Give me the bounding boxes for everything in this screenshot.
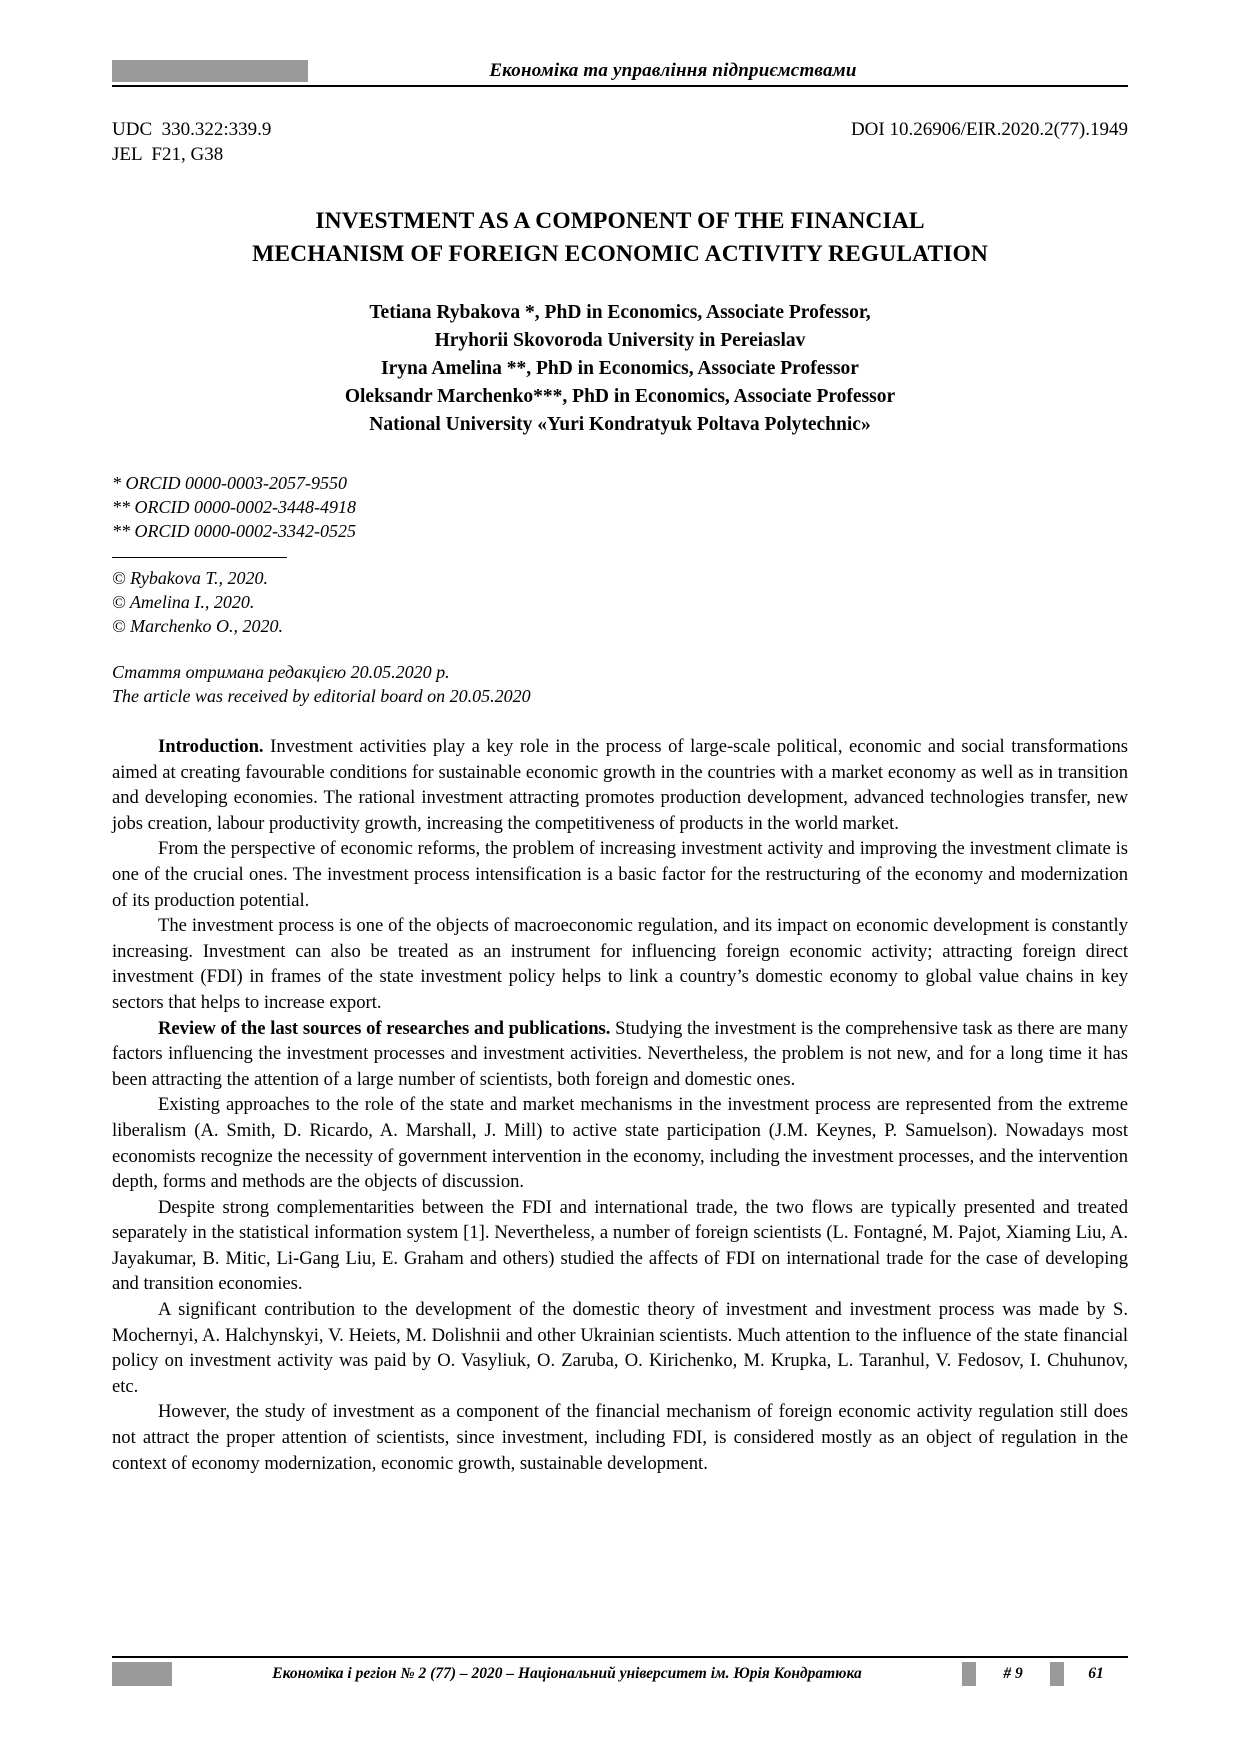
footer-decor-block	[112, 1662, 172, 1686]
paragraph	[112, 1092, 1128, 1194]
paragraph	[112, 1016, 1128, 1093]
paragraph-text: From the perspective of economic reforms, the problem of increasing investment activity and improving the investment climate is one of the crucial ones. The investment process intensification is a basic factor for the restructuring of the economy and modernization of its production potential.	[112, 838, 1128, 911]
author-affiliation: Hryhorii Skovoroda University in Pereiaslav	[434, 330, 806, 351]
article-title-line-2: MECHANISM OF FOREIGN ECONOMIC ACTIVITY REGULATION	[252, 241, 988, 267]
classification-codes	[112, 117, 1128, 167]
paragraph	[112, 836, 1128, 913]
udc-jel-block	[112, 117, 271, 167]
copyright-line: © Rybakova T., 2020.	[112, 568, 268, 588]
copyright-block	[112, 566, 1128, 638]
copyright-line: © Amelina I., 2020.	[112, 592, 255, 612]
running-header-title: Економіка та управління підприємствами	[489, 60, 857, 81]
author-block	[112, 299, 1128, 439]
paragraph-text: A significant contribution to the development of the domestic theory of investment and investment process was made by S. Mochernyi, A. Halchynskyi, V. Heiets, M. Dolishnii and other Ukrainian scientists. Much attention to the influence of the state financial policy on investment activity was paid by O. Vasyliuk, O. Zaruba, O. Kirichenko, M. Krupka, L. Taranhul, V. Fedosov, I. Chuhunov, etc.	[112, 1299, 1128, 1397]
author-line: Oleksandr Marchenko***, PhD in Economics, Associate Professor	[344, 386, 896, 407]
paragraph-text: Existing approaches to the role of the state and market mechanisms in the investment process are represented from the extreme liberalism (A. Smith, D. Ricardo, A. Marshall, J. Mill) to active state participation (J.M. Keynes, P. Samuelson). Nowadays most economists recognize the necessity of government intervention in the economy, including the investment processes, and the intervention depth, forms and methods are the objects of discussion.	[112, 1094, 1128, 1193]
page-footer	[112, 1656, 1128, 1686]
footer-divider-2	[1050, 1662, 1064, 1686]
paragraph	[112, 913, 1128, 1015]
footer-journal-title: Економіка і регіон № 2 (77) – 2020 – Національний університет ім. Юрія Кондратюка	[272, 1665, 862, 1682]
udc-code: UDC 330.322:339.9	[112, 119, 272, 140]
article-body	[112, 734, 1128, 1476]
footnote-divider	[112, 557, 287, 558]
header-spacer	[1038, 60, 1128, 82]
author-line: Tetiana Rybakova *, PhD in Economics, Associate Professor,	[369, 302, 871, 323]
received-block	[112, 660, 1128, 708]
paragraph-text: Studying the investment is the comprehensive task as there are many factors influencing the investment processes and investment activities. Nevertheless, the problem is not new, and for a long time it has been attracting the attention of a large number of scientists, both foreign and domestic ones.	[112, 1017, 1128, 1090]
paragraph-text: The investment process is one of the objects of macroeconomic regulation, and its impact on economic development is constantly increasing. Investment can also be treated as an instrument for influencing foreign economic activity; attracting foreign direct investment (FDI) in frames of the state investment policy helps to link a country’s domestic economy to global value chains in key sectors that helps to increase export.	[112, 915, 1128, 1013]
paragraph-text: However, the study of investment as a component of the financial mechanism of foreign economic activity regulation still does not attract the proper attention of scientists, since investment, including FDI, is considered mostly as an object of regulation in the context of economy modernization, economic growth, sustainable development.	[112, 1401, 1128, 1474]
orcid-block	[112, 471, 1128, 543]
paragraph-text: Despite strong complementarities between the FDI and international trade, the two flows are typically presented and treated separately in the statistical information system [1]. Nevertheless, a number of foreign scientists (L. Fontagné, M. Pajot, Xiaming Liu, A. Jayakumar, B. Mitic, Li-Gang Liu, E. Graham and others) studied the affects of FDI on international trade for the case of developing and transition economies.	[112, 1196, 1128, 1295]
copyright-line: © Marchenko O., 2020.	[112, 616, 283, 636]
received-date-en: The article was received by editorial board on 20.05.2020	[112, 686, 531, 706]
paragraph-text: Investment activities play a key role in the process of large-scale political, economic and social transformations aimed at creating favourable conditions for sustainable economic growth in the countries with a market economy as well as in transition and developing economies. The rational investment attracting promotes production development, advanced technologies transfer, new jobs creation, labour productivity growth, increasing the competitiveness of products in the world market.	[112, 736, 1128, 834]
paragraph	[112, 1399, 1128, 1476]
footer-page-number: 61	[1088, 1665, 1104, 1682]
footer-divider-1	[962, 1662, 976, 1686]
received-date-uk: Стаття отримана редакцією 20.05.2020 р.	[112, 662, 450, 682]
author-line: Iryna Amelina **, PhD in Economics, Associate Professor	[381, 358, 859, 379]
article-title-line-1: INVESTMENT AS A COMPONENT OF THE FINANCIAL	[315, 208, 925, 234]
paragraph	[112, 1195, 1128, 1297]
running-header	[112, 60, 1128, 87]
paragraph	[112, 1297, 1128, 1399]
orcid-line: ** ORCID 0000-0002-3448-4918	[112, 497, 356, 517]
paragraph-lead: Introduction.	[158, 736, 264, 757]
author-affiliation: National University «Yuri Kondratyuk Poltava Polytechnic»	[369, 414, 871, 435]
doi-code: DOI 10.26906/EIR.2020.2(77).1949	[850, 119, 1128, 140]
orcid-line: ** ORCID 0000-0002-3342-0525	[112, 521, 356, 541]
paragraph-lead: Review of the last sources of researches and publications.	[158, 1017, 611, 1039]
footer-issue-number: # 9	[1003, 1665, 1023, 1682]
article-title	[112, 205, 1128, 271]
jel-code: JEL F21, G38	[112, 144, 224, 165]
paragraph	[112, 734, 1128, 836]
header-decor-block	[112, 60, 308, 82]
orcid-line: * ORCID 0000-0003-2057-9550	[112, 473, 347, 493]
